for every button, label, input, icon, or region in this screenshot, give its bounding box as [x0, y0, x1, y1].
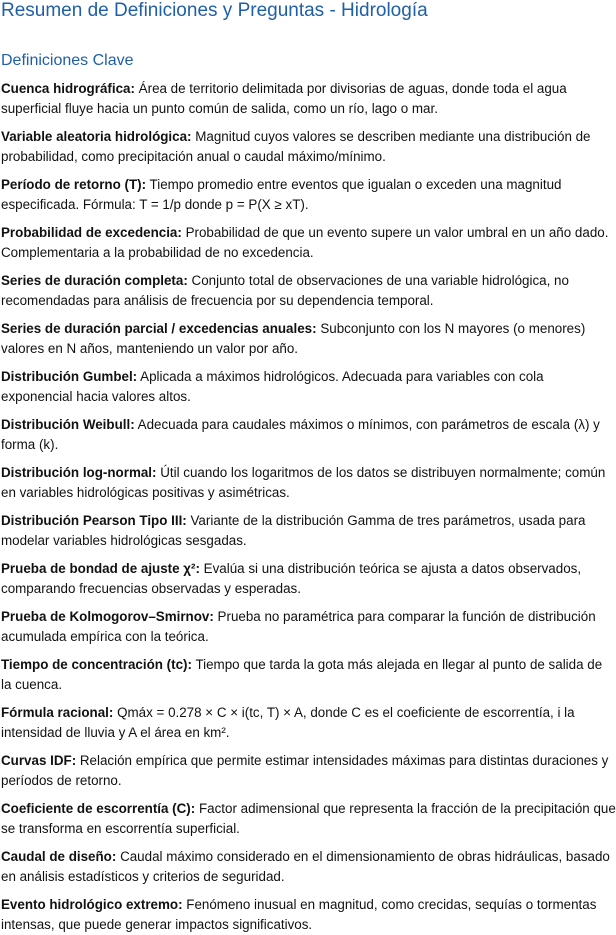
definition-item	[0, 607, 616, 647]
definition-item	[0, 559, 616, 599]
definition-term: Variable aleatoria hidrológica:	[1, 129, 192, 144]
definition-term: Distribución log-normal:	[1, 465, 157, 480]
definition-term: Distribución Weibull:	[1, 417, 135, 432]
definition-term: Coeficiente de escorrentía (C):	[1, 801, 196, 816]
definition-text: Útil cuando los logaritmos de los datos se distribuyen normalmente; común en variables hidrológicas positivas y asimétricas.	[1, 465, 606, 500]
definition-term: Prueba de bondad de ajuste χ²:	[1, 561, 200, 576]
definition-text: Relación empírica que permite estimar intensidades máximas para distintas duraciones y períodos de retorno.	[1, 753, 609, 788]
section-title: Definiciones Clave	[1, 52, 134, 69]
definition-text: Variante de la distribución Gamma de tres parámetros, usada para modelar variables hidrológicas sesgadas.	[1, 513, 586, 548]
definition-item	[0, 463, 616, 503]
definition-term: Tiempo de concentración (tc):	[1, 657, 192, 672]
definition-term: Series de duración completa:	[1, 273, 188, 288]
definition-text: Evalúa si una distribución teórica se ajusta a datos observados, comparando frecuencias observadas y esperadas.	[1, 561, 582, 596]
definition-term: Series de duración parcial / excedencias anuales:	[1, 321, 317, 336]
definition-text: Caudal máximo considerado en el dimensionamiento de obras hidráulicas, basado en análisis estadísticos y criterios de seguridad.	[1, 849, 610, 884]
definition-item	[0, 271, 616, 311]
definition-text: Factor adimensional que representa la fracción de la precipitación que se transforma en escorrentía superficial.	[1, 801, 616, 836]
definition-text: Probabilidad de que un evento supere un valor umbral en un año dado. Complementaria a la probabilidad de no excedencia.	[1, 225, 609, 260]
definition-term: Evento hidrológico extremo:	[1, 897, 183, 912]
definition-term: Fórmula racional:	[1, 705, 114, 720]
definition-term: Distribución Gumbel:	[1, 369, 138, 384]
definition-text: Fenómeno inusual en magnitud, como crecidas, sequías o tormentas intensas, que puede generar impactos significativos.	[1, 897, 597, 932]
definition-text: Subconjunto con los N mayores (o menores) valores en N años, manteniendo un valor por año.	[1, 321, 586, 356]
definition-item	[0, 367, 616, 407]
definition-text: Aplicada a máximos hidrológicos. Adecuada para variables con cola exponencial hacia valores altos.	[1, 369, 544, 404]
definition-item	[0, 655, 616, 695]
definition-item	[0, 319, 616, 359]
definition-item	[0, 703, 616, 743]
definition-item	[0, 799, 616, 839]
definition-term: Caudal de diseño:	[1, 849, 117, 864]
definition-text: Área de territorio delimitada por divisorias de aguas, donde toda el agua superficial fluye hacia un punto común de salida, como un río, lago o mar.	[1, 81, 567, 116]
definition-term: Curvas IDF:	[1, 753, 77, 768]
definition-text: Tiempo que tarda la gota más alejada en llegar al punto de salida de la cuenca.	[1, 657, 603, 692]
definition-item	[0, 751, 616, 791]
definitions-list	[0, 79, 616, 935]
definition-item	[0, 175, 616, 215]
definition-item	[0, 223, 616, 263]
definition-item	[0, 415, 616, 455]
definition-text: Prueba no paramétrica para comparar la función de distribución acumulada empírica con la teórica.	[1, 609, 596, 644]
definition-item	[0, 847, 616, 887]
definition-term: Cuenca hidrográfica:	[1, 81, 135, 96]
page-title: Resumen de Definiciones y Preguntas - Hidrología	[1, 0, 428, 21]
definition-item	[0, 895, 616, 935]
definition-text: Magnitud cuyos valores se describen mediante una distribución de probabilidad, como precipitación anual o caudal máximo/mínimo.	[1, 129, 591, 164]
definition-term: Período de retorno (T):	[1, 177, 147, 192]
definition-term: Probabilidad de excedencia:	[1, 225, 182, 240]
definition-text: Qmáx = 0.278 × C × i(tc, T) × A, donde C es el coeficiente de escorrentía, i la intensidad de lluvia y A el área en km².	[1, 705, 575, 740]
definition-text: Conjunto total de observaciones de una variable hidrológica, no recomendadas para análisis de frecuencia por su dependencia temporal.	[1, 273, 569, 308]
definition-item	[0, 127, 616, 167]
definition-term: Prueba de Kolmogorov–Smirnov:	[1, 609, 214, 624]
definition-text: Adecuada para caudales máximos o mínimos, con parámetros de escala (λ) y forma (k).	[1, 417, 600, 452]
definition-item	[0, 79, 616, 119]
definition-item	[0, 511, 616, 551]
definition-term: Distribución Pearson Tipo III:	[1, 513, 187, 528]
definition-text: Tiempo promedio entre eventos que igualan o exceden una magnitud especificada. Fórmula: T = 1/p donde p = P(X ≥ xT).	[1, 177, 562, 212]
